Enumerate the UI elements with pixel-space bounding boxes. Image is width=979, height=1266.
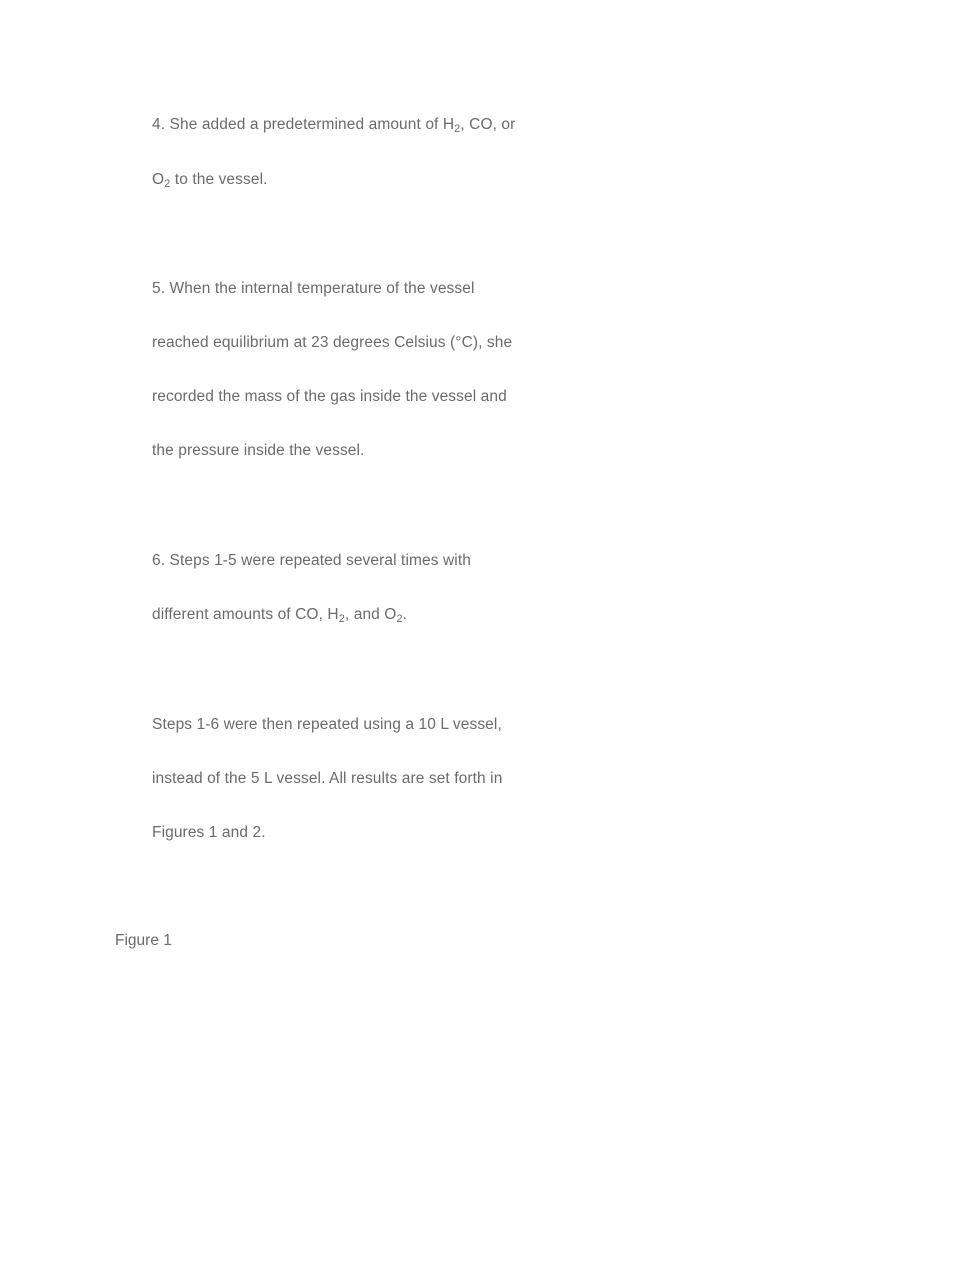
subscript: 2 bbox=[164, 178, 171, 190]
text-run: O bbox=[152, 171, 165, 188]
text-line: instead of the 5 L vessel. All results are set forth in bbox=[152, 770, 503, 787]
text-run: , CO, or bbox=[460, 116, 516, 133]
subscript: 2 bbox=[338, 613, 345, 625]
text-line: the pressure inside the vessel. bbox=[152, 442, 365, 459]
text-line: Steps 1-6 were then repeated using a 10 L vessel, bbox=[152, 716, 502, 733]
subscript: 2 bbox=[396, 613, 403, 625]
text-run: , and O bbox=[344, 606, 397, 623]
text-line bbox=[152, 98, 752, 153]
figure-caption: Figure 1 bbox=[115, 932, 172, 949]
text-line: Figures 1 and 2. bbox=[152, 824, 266, 841]
text-run: different amounts of CO, H bbox=[152, 606, 339, 623]
paragraph-step-5 bbox=[152, 262, 752, 478]
text-line: 5. When the internal temperature of the vessel bbox=[152, 280, 475, 297]
text-line bbox=[152, 153, 752, 208]
text-line: reached equilibrium at 23 degrees Celsius (°C), she bbox=[152, 334, 513, 351]
paragraph-step-4 bbox=[152, 98, 752, 208]
text-run: 4. She added a predetermined amount of H bbox=[152, 116, 455, 133]
text-line: 6. Steps 1-5 were repeated several times with bbox=[152, 552, 471, 569]
text-run: to the vessel. bbox=[170, 171, 268, 188]
paragraph-closing bbox=[152, 698, 752, 860]
paragraph-step-6 bbox=[152, 534, 752, 643]
text-line: recorded the mass of the gas inside the vessel and bbox=[152, 388, 507, 405]
text-line bbox=[152, 588, 752, 643]
text-run: . bbox=[402, 606, 408, 623]
subscript: 2 bbox=[454, 123, 461, 135]
